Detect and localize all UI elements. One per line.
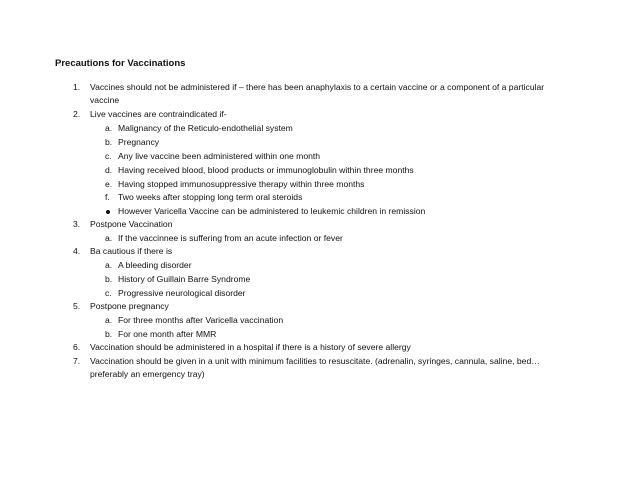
list-text: vaccine [90, 95, 120, 105]
list-number: 2. [73, 109, 81, 119]
sub-number: d. [105, 165, 113, 175]
sub-number: b. [105, 274, 113, 284]
sub-text: Two weeks after stopping long term oral steroids [118, 192, 303, 202]
sub-number: c. [105, 151, 112, 161]
list-text: Vaccination should be administered in a hospital if there is a history of severe allergy [90, 342, 411, 352]
page-title: Precautions for Vaccinations [55, 58, 186, 69]
sub-text: Having received blood, blood products or immunoglobulin within three months [118, 165, 414, 175]
list-text: Postpone pregnancy [90, 301, 169, 311]
sub-text: A bleeding disorder [118, 260, 192, 270]
list-number: 6. [73, 342, 81, 352]
sub-text: History of Guillain Barre Syndrome [118, 274, 251, 284]
list-number: 1. [73, 82, 81, 92]
list-text: Vaccination should be given in a unit with minimum facilities to resuscitate. (adrenalin, syringes, cannula, saline, bed… [90, 356, 540, 366]
sub-text: Any live vaccine been administered within one month [118, 151, 321, 161]
sub-text: Progressive neurological disorder [118, 288, 246, 298]
list-number: 5. [73, 301, 81, 311]
sub-number: c. [105, 288, 112, 298]
sub-number: a. [105, 315, 113, 325]
list-number: 7. [73, 356, 81, 366]
list-text: preferably an emergency tray) [90, 369, 205, 379]
sub-text: Having stopped immunosuppressive therapy within three months [118, 179, 365, 189]
list-text: Vaccines should not be administered if – there has been anaphylaxis to a certain vaccine or a component of a particular [90, 82, 545, 92]
bullet-icon [106, 210, 110, 214]
sub-number: b. [105, 329, 113, 339]
sub-text: Pregnancy [118, 137, 160, 147]
list-text: Live vaccines are contraindicated if- [90, 109, 227, 119]
sub-text: Malignancy of the Reticulo-endothelial system [118, 123, 293, 133]
list-number: 4. [73, 246, 81, 256]
sub-text: If the vaccinnee is suffering from an acute infection or fever [118, 233, 343, 243]
list-number: 3. [73, 219, 81, 229]
list-text: Postpone Vaccination [90, 219, 173, 229]
list-text: Ba cautious if there is [90, 246, 173, 256]
sub-number: a. [105, 123, 113, 133]
sub-number: a. [105, 260, 113, 270]
sub-text: For one month after MMR [118, 329, 217, 339]
sub-text: For three months after Varicella vaccination [118, 315, 284, 325]
sub-number: b. [105, 137, 113, 147]
sub-text: However Varicella Vaccine can be administered to leukemic children in remission [118, 206, 426, 216]
sub-number: a. [105, 233, 113, 243]
sub-number: f. [105, 192, 110, 202]
sub-number: e. [105, 179, 113, 189]
